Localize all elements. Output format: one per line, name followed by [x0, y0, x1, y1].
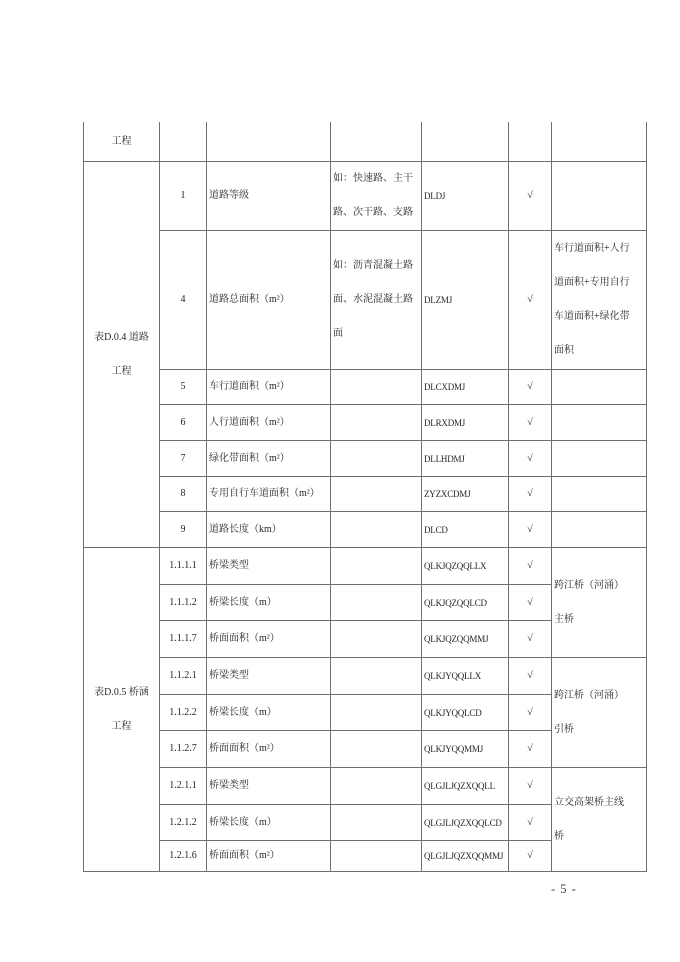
cell-code: QLKJQZQQLCD [422, 585, 509, 621]
cell-example: 如：快速路、主干路、次干路、支路 [331, 162, 422, 231]
cell-note [552, 405, 647, 441]
cell-checkmark: √ [509, 405, 552, 441]
cell-note [552, 512, 647, 548]
cell-example [331, 621, 422, 658]
cell-code: QLKJYQQMMJ [422, 731, 509, 768]
cell-checkmark: √ [509, 768, 552, 805]
cell-checkmark: √ [509, 621, 552, 658]
cell-no: 4 [160, 231, 207, 370]
cell-no: 1.1.1.1 [160, 548, 207, 585]
cell-empty [331, 122, 422, 162]
cell-no: 1.2.1.2 [160, 805, 207, 841]
cell-checkmark: √ [509, 805, 552, 841]
cell-indicator-name: 绿化带面积（m²） [207, 441, 331, 477]
cell-code: QLKJYQQLCD [422, 695, 509, 731]
cell-example [331, 370, 422, 405]
cell-indicator-name: 桥面面积（m²） [207, 731, 331, 768]
cell-code: DLDJ [422, 162, 509, 231]
cell-empty [422, 122, 509, 162]
cell-note [552, 441, 647, 477]
cell-example [331, 548, 422, 585]
cell-indicator-name: 桥梁长度（m） [207, 585, 331, 621]
cell-checkmark: √ [509, 231, 552, 370]
cell-no: 5 [160, 370, 207, 405]
cell-no: 1 [160, 162, 207, 231]
cell-checkmark: √ [509, 162, 552, 231]
cell-indicator-name: 桥梁类型 [207, 658, 331, 695]
cell-checkmark: √ [509, 370, 552, 405]
cell-checkmark: √ [509, 731, 552, 768]
cell-no: 7 [160, 441, 207, 477]
cell-code: QLKJYQQLLX [422, 658, 509, 695]
cell-example [331, 477, 422, 512]
cell-checkmark: √ [509, 548, 552, 585]
cell-merged-note-main-bridge: 跨江桥（河涌）主桥 [552, 548, 647, 658]
cell-example [331, 658, 422, 695]
cell-section-label-d04: 表D.0.4 道路工程 [84, 162, 160, 548]
cell-note [552, 162, 647, 231]
cell-checkmark: √ [509, 512, 552, 548]
cell-example [331, 805, 422, 841]
cell-empty [160, 122, 207, 162]
cell-indicator-name: 道路等级 [207, 162, 331, 231]
cell-example [331, 768, 422, 805]
cell-code: DLCXDMJ [422, 370, 509, 405]
page-number: - 5 - [551, 882, 577, 896]
cell-code: DLRXDMJ [422, 405, 509, 441]
cell-indicator-name: 专用自行车道面积（m²） [207, 477, 331, 512]
cell-code: ZYZXCDMJ [422, 477, 509, 512]
cell-example [331, 512, 422, 548]
cell-no: 1.1.2.7 [160, 731, 207, 768]
cell-code: DLCD [422, 512, 509, 548]
cell-no: 6 [160, 405, 207, 441]
cell-indicator-name: 桥面面积（m²） [207, 621, 331, 658]
indicator-table [83, 122, 647, 872]
cell-checkmark: √ [509, 477, 552, 512]
cell-note [552, 477, 647, 512]
cell-no: 1.2.1.1 [160, 768, 207, 805]
cell-code: DLLHDMJ [422, 441, 509, 477]
cell-checkmark: √ [509, 658, 552, 695]
cell-indicator-name: 桥梁类型 [207, 768, 331, 805]
cell-no: 8 [160, 477, 207, 512]
cell-no: 9 [160, 512, 207, 548]
cell-indicator-name: 桥梁长度（m） [207, 805, 331, 841]
cell-section-label-d05: 表D.0.5 桥涵工程 [84, 548, 160, 872]
cell-example [331, 841, 422, 872]
cell-indicator-name: 人行道面积（m²） [207, 405, 331, 441]
cell-indicator-name: 桥梁类型 [207, 548, 331, 585]
cell-merged-note-viaduct-bridge: 立交高架桥主线桥 [552, 768, 647, 872]
cell-checkmark: √ [509, 441, 552, 477]
cell-code: DLZMJ [422, 231, 509, 370]
cell-indicator-name: 道路总面积（m²） [207, 231, 331, 370]
cell-example [331, 441, 422, 477]
cell-indicator-name: 桥梁长度（m） [207, 695, 331, 731]
cell-code: QLGJLJQZXQQMMJ [422, 841, 509, 872]
cell-example [331, 405, 422, 441]
cell-no: 1.1.1.7 [160, 621, 207, 658]
cell-no: 1.1.1.2 [160, 585, 207, 621]
cell-group-carryover: 工程 [84, 122, 160, 162]
cell-indicator-name: 车行道面积（m²） [207, 370, 331, 405]
cell-empty [509, 122, 552, 162]
cell-empty [207, 122, 331, 162]
cell-checkmark: √ [509, 841, 552, 872]
cell-example: 如：沥青混凝土路面、水泥混凝土路面 [331, 231, 422, 370]
cell-note [552, 370, 647, 405]
cell-indicator-name: 桥面面积（m²） [207, 841, 331, 872]
cell-no: 1.1.2.1 [160, 658, 207, 695]
cell-note: 车行道面积+人行道面积+专用自行车道面积+绿化带面积 [552, 231, 647, 370]
cell-code: QLKJQZQQLLX [422, 548, 509, 585]
cell-checkmark: √ [509, 585, 552, 621]
cell-example [331, 695, 422, 731]
cell-example [331, 585, 422, 621]
cell-no: 1.1.2.2 [160, 695, 207, 731]
cell-checkmark: √ [509, 695, 552, 731]
cell-code: QLGJLJQZXQQLL [422, 768, 509, 805]
cell-empty [552, 122, 647, 162]
cell-indicator-name: 道路长度（km） [207, 512, 331, 548]
cell-code: QLKJQZQQMMJ [422, 621, 509, 658]
cell-no: 1.2.1.6 [160, 841, 207, 872]
cell-example [331, 731, 422, 768]
cell-merged-note-approach-bridge: 跨江桥（河涌）引桥 [552, 658, 647, 768]
cell-code: QLGJLJQZXQQLCD [422, 805, 509, 841]
